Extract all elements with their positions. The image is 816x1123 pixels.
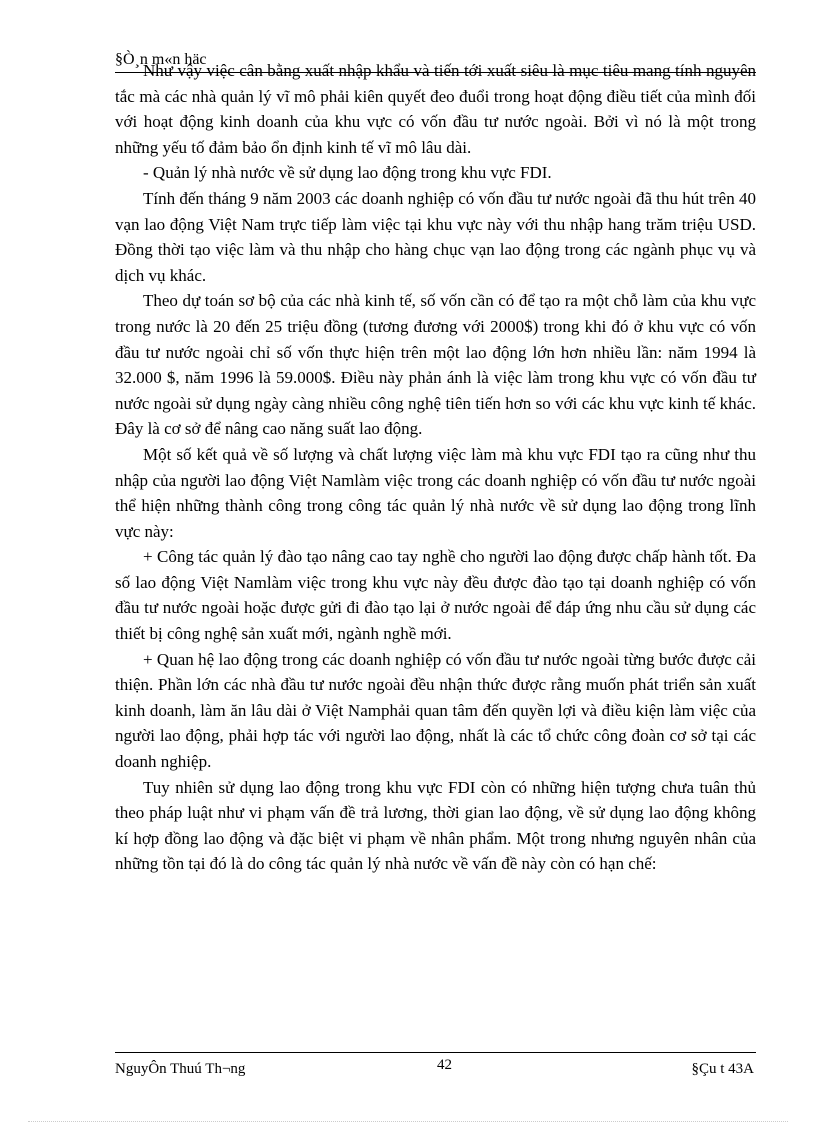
paragraph-capital-per-job: Theo dự toán sơ bộ của các nhà kinh tế, số vốn cần có để tạo ra một chỗ làm của khu vực trong nước là 20 đến 25 triệu đồng (tương đương với 2000$) trong khi đó ở khu vực có vốn đầu tư nước ngoài chỉ số vốn thực hiện trên một lao động lớn hơn nhiều lần: năm 1994 là 32.000 $, năm 1996 là 59.000$. Điều này phản ánh là việc làm trong khu vực có vốn đầu tư nước ngoài sử dụng ngày càng nhiều công nghệ tiên tiến hơn so với các khu vực kinh tế khác. Đây là cơ sở để nâng cao năng suất lao động. <box>115 291 756 439</box>
paragraph-training: + Công tác quản lý đào tạo nâng cao tay nghề cho người lao động được chấp hành tốt. Đa số lao động Việt Namlàm việc trong khu vực này đều được đào tạo tại doanh nghiệp có vốn đầu tư nước ngoài hoặc được gửi đi đào tạo lại ở nước ngoài để đáp ứng nhu cầu sử dụng các thiết bị công nghệ sản xuất mới, ngành nghề mới. <box>115 547 756 644</box>
page-number: 42 <box>437 1057 452 1073</box>
section-heading-labor-management: - Quản lý nhà nước về sử dụng lao động trong khu vực FDI. <box>143 163 552 183</box>
paragraph-labor-relations: + Quan hệ lao động trong các doanh nghiệp có vốn đầu tư nước ngoài từng bước được cải thiện. Phần lớn các nhà đầu tư nước ngoài đều nhận thức được rằng muốn phát triển sản xuất kinh doanh, làm ăn lâu dài ở Việt Namphải quan tâm đến quyền lợi và điều kiện làm việc của người lao động, phải hợp tác với người lao động, nhất là các tổ chức công đoàn cơ sở tại các doanh nghiệp. <box>115 649 756 772</box>
paragraph-violations: Tuy nhiên sử dụng lao động trong khu vực FDI còn có những hiện tượng chưa tuân thủ theo pháp luật như vi phạm vấn đề trả lương, thời gian lao động, về sử dụng lao động không kí hợp đồng lao động và đặc biệt vi phạm về nhân phẩm. Một trong nhưng nguyên nhân của những tồn tại đó là do công tác quản lý nhà nước về vấn đề này còn có hạn chế: <box>115 777 756 874</box>
footer-author: NguyÔn Thuú Th¬ng <box>115 1061 246 1077</box>
paragraph-trade-balance: Như vậy việc cân bằng xuất nhập khẩu và tiến tới xuất siêu là mục tiêu mang tính nguyên tắc mà các nhà quản lý vĩ mô phải kiên quyết đeo đuổi trong hoạt động điều tiết của mình đối với hoạt động kinh doanh của khu vực có vốn đầu tư nước ngoài. Bởi vì nó là một trong những yếu tố đảm bảo ổn định kinh tế vĩ mô lâu dài. <box>115 61 756 157</box>
body-text <box>115 58 756 877</box>
page-footer <box>115 1052 756 1077</box>
page-bottom-divider <box>28 1121 788 1122</box>
paragraph-results: Một số kết quả về số lượng và chất lượng việc làm mà khu vực FDI tạo ra cũng như thu nhập của người lao động Việt Namlàm việc trong các doanh nghiệp có vốn đầu tư nước ngoài thể hiện những thành công trong công tác quản lý nhà nước về sử dụng lao động trong lĩnh vực này: <box>115 444 756 541</box>
header-title: §Ò¸n m«n häc <box>115 51 207 68</box>
footer-class-code: §Çu t 43A <box>691 1061 754 1077</box>
paragraph-labor-statistics: Tính đến tháng 9 năm 2003 các doanh nghiệp có vốn đầu tư nước ngoài đã thu hút trên 40 vạn lao động Việt Nam trực tiếp làm việc tại khu vực này với thu nhập hang trăm triệu USD. Đồng thời tạo việc làm và thu nhập cho hàng chục vạn lao động trong các ngành phục vụ và dịch vụ khác. <box>115 188 756 285</box>
